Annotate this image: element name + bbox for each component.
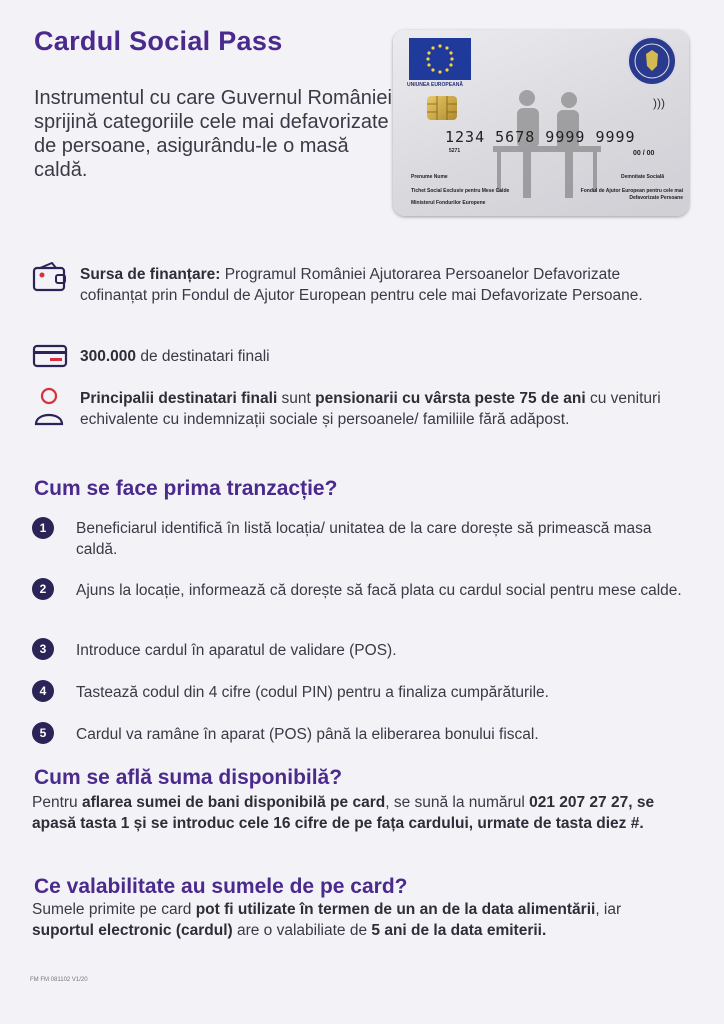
document-code: FM FM 081102 V1/20 — [30, 977, 88, 983]
balance-b1: aflarea sumei de bani disponibilă pe card — [81, 794, 386, 811]
step-4-text: Tastează codul din 4 cifre (codul PIN) pentru a finaliza cumpărăturile. — [76, 684, 549, 701]
card-right-2: Fondul de Ajutor European pentru cele mai Defavorizate Persoane — [580, 188, 683, 201]
validity-text — [32, 899, 672, 941]
validity-p3: are o valabiliate de — [232, 922, 372, 939]
main-recipients-text-a: sunt — [277, 390, 316, 407]
card-expiry: 00 / 00 — [633, 150, 655, 157]
step-2-number: 2 — [32, 578, 54, 600]
funding-source-label: Sursa de finanțare: — [80, 266, 221, 283]
step-4-number: 4 — [32, 680, 54, 702]
social-card-image — [393, 30, 689, 216]
main-recipients-text-c: cu venituri echivalente cu indemnizații sociale și persoanele/ familiile fără adăpost. — [80, 390, 661, 428]
card-holder-name: Prenume Nume — [411, 174, 448, 180]
balance-p1: Pentru — [32, 794, 82, 811]
step-5-number: 5 — [32, 722, 54, 744]
validity-b1: pot fi utilizate în termen de un an de la data alimentării — [195, 901, 596, 918]
main-recipients — [80, 388, 680, 430]
card-chip-icon — [427, 96, 457, 120]
validity-b2: suportul electronic (cardul) — [32, 922, 233, 939]
validity-b3: 5 ani de la data emiterii. — [371, 922, 547, 939]
step-3-number: 3 — [32, 638, 54, 660]
contactless-icon: ))) — [653, 96, 665, 110]
eu-label: UNIUNEA EUROPEANĂ — [407, 82, 463, 88]
card-line-2: Ministerul Fondurilor Europene — [411, 200, 486, 206]
card-right-1: Demnitate Socială — [621, 174, 665, 180]
card-icon — [32, 344, 68, 373]
recipients-count — [80, 346, 680, 367]
balance-heading: Cum se află suma disponibilă? — [34, 766, 343, 789]
card-line-1: Tichet Social Exclusiv pentru Mese Calde — [411, 188, 510, 194]
step-3-text: Introduce cardul în aparatul de validare (POS). — [76, 642, 397, 659]
validity-p1: Sumele primite pe card — [32, 901, 196, 918]
validity-heading: Ce valabilitate au sumele de pe card? — [34, 875, 408, 898]
balance-p2: , se sună la numărul — [385, 794, 530, 811]
eu-flag-icon — [409, 38, 471, 80]
wallet-icon — [32, 262, 68, 297]
step-1-text: Beneficiarul identifică în listă locația/ unitatea de la care dorește să primească masa caldă. — [76, 520, 652, 558]
page-title: Cardul Social Pass — [34, 26, 283, 56]
funding-source — [80, 264, 680, 306]
recipients-number: 300.000 — [80, 348, 137, 365]
transaction-heading: Cum se face prima tranzacție? — [34, 477, 338, 500]
balance-text — [32, 792, 672, 834]
main-recipients-label: Principalii destinatari finali — [80, 390, 278, 407]
main-recipients-highlight: pensionarii cu vârsta peste 75 de ani — [315, 390, 586, 407]
balance-phone-instructions: 021 207 27 27, se apasă tasta 1 și se introduc cele 16 cifre de pe fața cardului, urmate de tasta diez #. — [32, 794, 655, 832]
government-seal-icon — [627, 36, 677, 86]
card-number: 1234 5678 9999 9999 — [445, 128, 636, 146]
intro-text: Instrumentul cu care Guvernul României sprijină categoriile cele mai defavorizate de persoane, asigurându-le o masă caldă. — [34, 87, 392, 181]
validity-p2: , iar — [595, 901, 622, 918]
card-sub-number: 5271 — [449, 148, 461, 154]
person-icon — [34, 386, 64, 431]
recipients-text: de destinatari finali — [136, 348, 270, 365]
step-1-number: 1 — [32, 517, 54, 539]
step-2-text: Ajuns la locație, informează că dorește să facă plata cu cardul social pentru mese calde. — [76, 582, 682, 599]
funding-source-text: Programul României Ajutorarea Persoanelor Defavorizate cofinanțat prin Fondul de Ajutor European pentru cele mai Defavorizate Persoane. — [80, 266, 643, 304]
step-5-text: Cardul va ramâne în aparat (POS) până la eliberarea bonului fiscal. — [76, 726, 539, 743]
